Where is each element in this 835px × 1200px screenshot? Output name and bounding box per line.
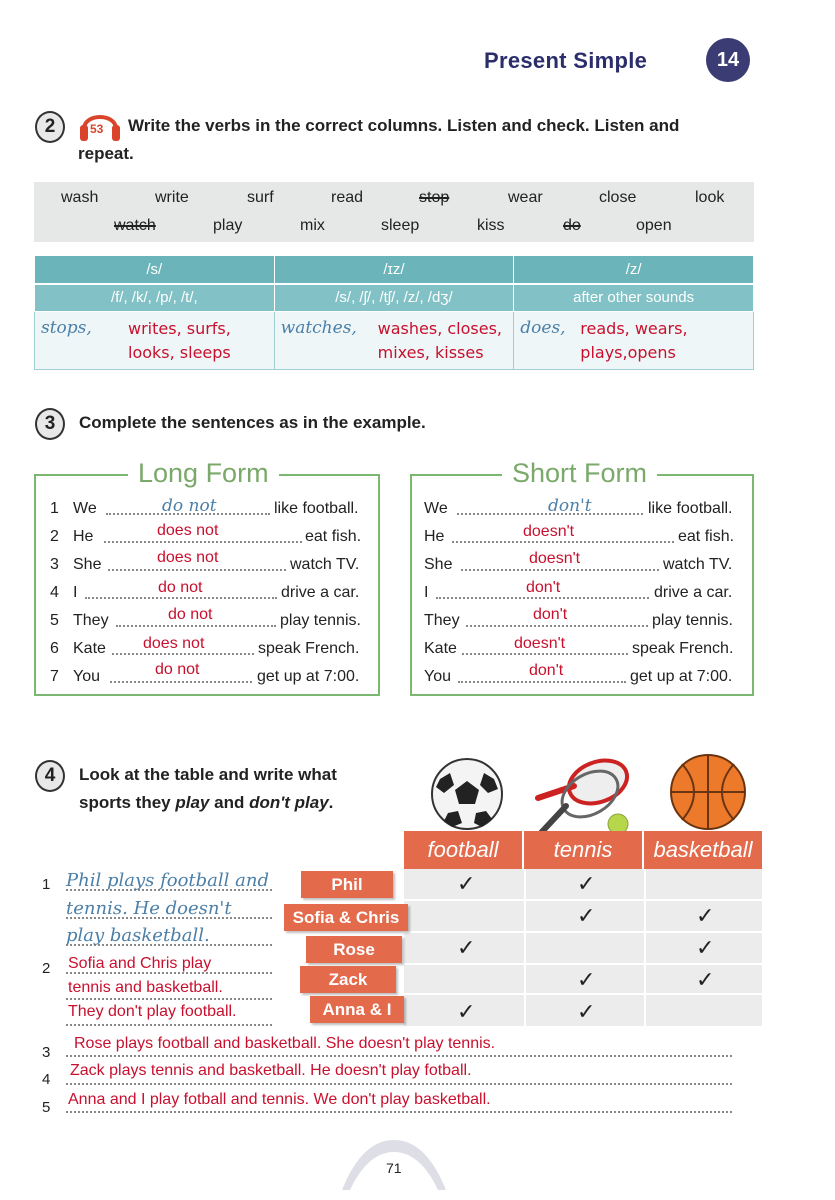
sport-header-tennis: tennis: [524, 831, 642, 869]
exercise-2-number: 2: [35, 111, 65, 143]
answer-sentence: Anna and I play fotball and tennis. We don't play basketball.: [68, 1091, 491, 1108]
row-rest: get up at 7:00.: [257, 668, 360, 685]
word-box: [34, 182, 754, 242]
sentence-number: 5: [42, 1099, 51, 1116]
word: kiss: [477, 217, 505, 234]
person-tag-zack: Zack: [300, 966, 396, 993]
row-rest: like football.: [648, 500, 733, 517]
instruction-emphasis: don't play: [249, 793, 329, 812]
answer: don't: [533, 606, 568, 623]
answer-sentence: Rose plays football and basketball. She doesn't play tennis.: [74, 1035, 496, 1052]
word: open: [636, 217, 672, 234]
exercise-4-instruction: Look at the table and write what: [79, 765, 337, 784]
word: wash: [61, 189, 99, 206]
answer: do not: [155, 661, 200, 678]
row-subject: We: [73, 500, 97, 517]
page-number: 71: [386, 1160, 402, 1176]
answer-sentence: They don't play football.: [68, 1003, 237, 1020]
answer: do not: [168, 606, 213, 623]
word: close: [599, 189, 637, 206]
answer: do not: [158, 579, 203, 596]
row-subject: He: [424, 528, 445, 545]
answer: writes, surfs,: [128, 319, 231, 338]
word: sleep: [381, 217, 420, 234]
answer: reads, wears,: [580, 319, 688, 338]
word-crossed: stop: [419, 189, 450, 206]
answer: doesn't: [529, 550, 581, 567]
example-answer: stops,: [41, 318, 92, 338]
exercise-2-instruction-cont: repeat.: [78, 144, 134, 163]
answer: looks, sleeps: [128, 343, 231, 362]
row-subject: They: [73, 612, 109, 629]
row-rest: eat fish.: [305, 528, 362, 545]
tick-phil-tennis: ✓: [577, 871, 596, 896]
answer: does not: [157, 549, 219, 566]
word-crossed: watch: [114, 217, 156, 234]
long-form-title: Long Form: [128, 458, 279, 489]
sound-table: [34, 255, 754, 370]
row-number: 3: [50, 556, 59, 573]
answer: does not: [143, 635, 205, 652]
instruction-text: sports they: [79, 793, 176, 812]
row-number: 5: [50, 612, 59, 629]
answer: does not: [157, 522, 219, 539]
row-number: 4: [50, 584, 59, 601]
example-sentence: Phil plays football and: [66, 870, 269, 891]
tick-rose-football: ✓: [457, 935, 476, 960]
answer: don't: [529, 662, 564, 679]
tick-zack-tennis: ✓: [577, 967, 596, 992]
person-tag-phil: Phil: [301, 871, 393, 898]
word: play: [213, 217, 243, 234]
answer: washes, closes,: [377, 319, 502, 338]
row-rest: play tennis.: [280, 612, 361, 629]
sport-header-football: football: [404, 831, 522, 869]
word-crossed: do: [563, 217, 581, 234]
instruction-text: .: [328, 793, 334, 812]
word: mix: [300, 217, 325, 234]
basketball-icon: [668, 752, 748, 832]
sentence-number: 3: [42, 1044, 51, 1061]
answer: doesn't: [514, 635, 566, 652]
answer-sentence: Zack plays tennis and basketball. He doesn't play fotball.: [70, 1062, 472, 1079]
tick-zack-basketball: ✓: [696, 967, 715, 992]
answer: doesn't: [523, 523, 575, 540]
row-subject: You: [424, 668, 451, 685]
row-subject: I: [73, 584, 78, 601]
sentence-number: 1: [42, 876, 51, 893]
row-subject: We: [424, 500, 448, 517]
row-number: 7: [50, 668, 59, 685]
tennis-racket-icon: [532, 752, 636, 838]
exercise-3-number: 3: [35, 408, 65, 440]
tick-phil-football: ✓: [457, 871, 476, 896]
column-header-s: /s/: [35, 256, 275, 284]
word: write: [155, 189, 189, 206]
row-rest: watch TV.: [663, 556, 733, 573]
answer: plays,opens: [580, 343, 676, 362]
person-tag-sofia-chris: Sofia & Chris: [284, 904, 408, 931]
tick-anna-i-tennis: ✓: [577, 999, 596, 1024]
example-answer: does,: [520, 318, 566, 338]
tick-sofia-chris-tennis: ✓: [577, 903, 596, 928]
person-tag-rose: Rose: [306, 936, 402, 963]
row-rest: drive a car.: [654, 584, 733, 601]
row-subject: I: [424, 584, 429, 601]
exercise-2-instruction: Write the verbs in the correct columns. Listen and check. Listen and: [128, 116, 680, 135]
column-rule-iz: /s/, /ʃ/, /tʃ/, /z/, /dʒ/: [274, 284, 514, 312]
sentence-number: 4: [42, 1071, 51, 1088]
row-subject: He: [73, 528, 94, 545]
example-answer: don't: [548, 496, 592, 516]
instruction-emphasis: play: [175, 793, 210, 812]
exercise-4-number: 4: [35, 760, 65, 792]
answer-cell-iz: [274, 312, 514, 370]
row-subject: They: [424, 612, 460, 629]
unit-badge: 14: [706, 38, 750, 82]
row-subject: She: [73, 556, 102, 573]
word: read: [331, 189, 364, 206]
row-number: 6: [50, 640, 59, 657]
example-sentence: tennis. He doesn't: [66, 898, 232, 919]
word: look: [695, 189, 725, 206]
row-subject: Kate: [424, 640, 457, 657]
row-number: 2: [50, 528, 59, 545]
row-subject: Kate: [73, 640, 106, 657]
answer: mixes, kisses: [377, 343, 484, 362]
grid-col: [644, 869, 646, 1026]
row-rest: drive a car.: [281, 584, 360, 601]
sentence-number: 2: [42, 960, 51, 977]
answer: don't: [526, 579, 561, 596]
row-rest: speak French.: [258, 640, 360, 657]
column-rule-s: /f/, /k/, /p/, /t/,: [35, 284, 275, 312]
row-number: 1: [50, 500, 59, 517]
football-icon: [430, 757, 504, 831]
word: surf: [247, 189, 274, 206]
row-rest: like football.: [274, 500, 359, 517]
tick-anna-i-football: ✓: [457, 999, 476, 1024]
grid-col: [524, 869, 526, 1026]
column-header-z: /z/: [514, 256, 754, 284]
audio-track-number: 53: [90, 122, 104, 136]
short-form-title: Short Form: [502, 458, 657, 489]
instruction-text: and: [209, 793, 250, 812]
exercise-4-instruction-cont: [79, 789, 333, 817]
answer-cell-z: [514, 312, 754, 370]
answer-cell-s: [35, 312, 275, 370]
sport-header-basketball: basketball: [644, 831, 762, 869]
row-rest: play tennis.: [652, 612, 733, 629]
column-header-iz: /ɪz/: [274, 256, 514, 284]
example-answer: do not: [162, 496, 217, 516]
tick-sofia-chris-basketball: ✓: [696, 903, 715, 928]
row-rest: eat fish.: [678, 528, 735, 545]
row-rest: get up at 7:00.: [630, 668, 733, 685]
row-subject: She: [424, 556, 453, 573]
example-sentence: play basketball.: [66, 925, 210, 946]
word: wear: [508, 189, 543, 206]
exercise-3-instruction: Complete the sentences as in the example.: [79, 413, 426, 432]
tick-rose-basketball: ✓: [696, 935, 715, 960]
person-tag-anna-i: Anna & I: [310, 996, 404, 1023]
row-subject: You: [73, 668, 100, 685]
row-rest: speak French.: [632, 640, 734, 657]
answer-sentence: tennis and basketball.: [68, 979, 223, 996]
row-rest: watch TV.: [290, 556, 360, 573]
column-rule-z: after other sounds: [514, 284, 754, 312]
example-answer: watches,: [280, 318, 357, 338]
page-title: Present Simple: [484, 48, 648, 73]
answer-sentence: Sofia and Chris play: [68, 955, 212, 972]
